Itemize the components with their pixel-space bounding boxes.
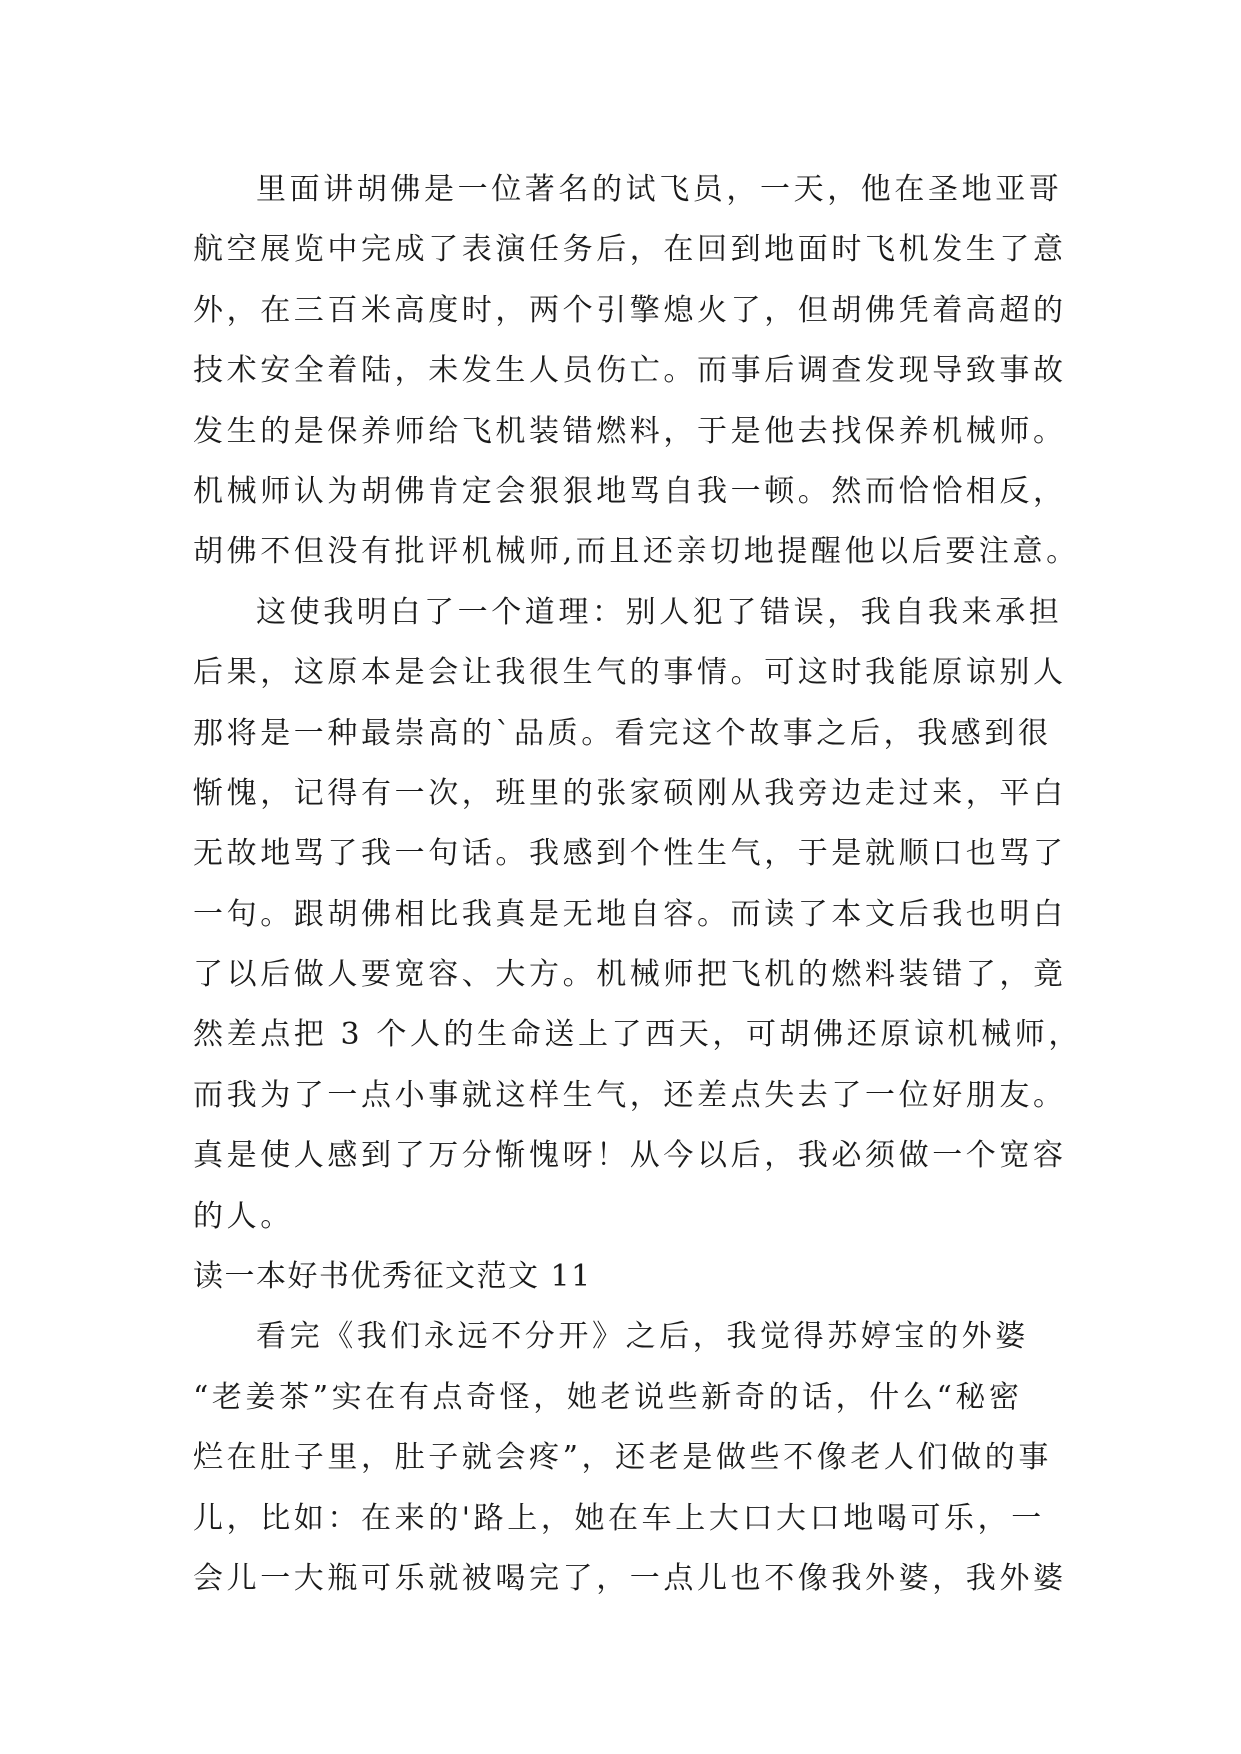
paragraph-line: 后果，这原本是会让我很生气的事情。可这时我能原谅别人 — [193, 655, 1067, 691]
paragraph-line: 儿，比如：在来的'路上，她在车上大口大口地喝可乐，一 — [193, 1500, 1045, 1536]
paragraph-line: 外，在三百米高度时，两个引擎熄火了，但胡佛凭着高超的 — [193, 292, 1067, 328]
paragraph-line: 发生的是保养师给飞机装错燃料，于是他去找保养机械师。 — [193, 413, 1067, 449]
paragraph-line: 会儿一大瓶可乐就被喝完了，一点儿也不像我外婆，我外婆 — [193, 1560, 1067, 1596]
paragraph-line: 里面讲胡佛是一位著名的试飞员，一天，他在圣地亚哥 — [256, 172, 1063, 207]
paragraph-line: 胡佛不但没有批评机械师,而且还亲切地提醒他以后要注意。 — [193, 534, 1080, 570]
paragraph-line: 惭愧，记得有一次，班里的张家硕刚从我旁边走过来，平白 — [193, 775, 1067, 811]
paragraph-line: 机械师认为胡佛肯定会狠狠地骂自我一顿。然而恰恰相反， — [193, 473, 1067, 509]
paragraph-line: 技术安全着陆，未发生人员伤亡。而事后调查发现导致事故 — [193, 353, 1067, 389]
paragraph-line: 无故地骂了我一句话。我感到个性生气，于是就顺口也骂了 — [193, 836, 1067, 872]
paragraph-line: 了以后做人要宽容、大方。机械师把飞机的燃料装错了，竟 — [193, 957, 1067, 993]
paragraph-line: 看完《我们永远不分开》之后，我觉得苏婷宝的外婆 — [256, 1319, 1029, 1355]
paragraph-line: 这使我明白了一个道理：别人犯了错误，我自我来承担 — [256, 594, 1063, 630]
paragraph-line: 烂在肚子里，肚子就会疼”，还老是做些不像老人们做的事 — [193, 1440, 1052, 1476]
paragraph-3 — [193, 1307, 1073, 1609]
document-body — [193, 160, 1082, 1609]
paragraph-1 — [193, 160, 1080, 583]
paragraph-2 — [193, 583, 1082, 1247]
paragraph-line: 一句。跟胡佛相比我真是无地自容。而读了本文后我也明白 — [193, 896, 1067, 932]
section-heading: 读一本好书优秀征文范文 11 — [193, 1259, 592, 1295]
paragraph-line: 真是使人感到了万分惭愧呀！从今以后，我必须做一个宽容 — [193, 1138, 1067, 1174]
paragraph-line: 的人。 — [193, 1198, 294, 1234]
paragraph-line: 然差点把 3 个人的生命送上了西天，可胡佛还原谅机械师， — [193, 1017, 1082, 1053]
paragraph-line: 那将是一种最崇高的`品质。看完这个故事之后，我感到很 — [193, 715, 1052, 751]
paragraph-line: 而我为了一点小事就这样生气，还差点失去了一位好朋友。 — [193, 1077, 1067, 1113]
paragraph-line: 航空展览中完成了表演任务后，在回到地面时飞机发生了意 — [193, 232, 1067, 268]
paragraph-line: “老姜茶”实在有点奇怪，她老说些新奇的话，什么“秘密 — [193, 1379, 1023, 1415]
